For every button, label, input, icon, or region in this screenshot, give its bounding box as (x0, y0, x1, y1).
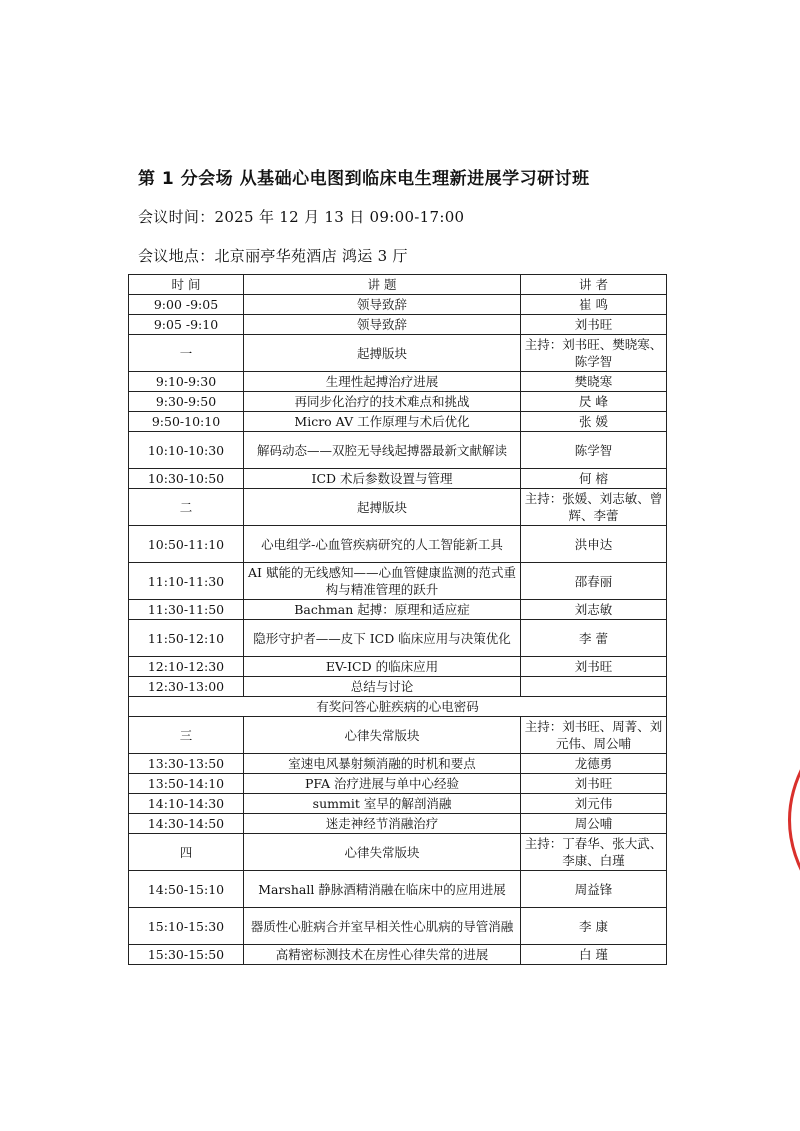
time-cell: 9:05 -9:10 (129, 315, 244, 335)
time-cell: 一 (129, 335, 244, 372)
topic-cell: 迷走神经节消融治疗 (244, 814, 521, 834)
table-row (129, 563, 667, 600)
time-cell: 9:10-9:30 (129, 372, 244, 392)
topic-cell: 领导致辞 (244, 315, 521, 335)
table-row (129, 432, 667, 469)
topic-cell: 解码动态——双腔无导线起搏器最新文献解读 (244, 432, 521, 469)
speaker-cell: 张 媛 (521, 412, 667, 432)
speaker-cell: 周益锋 (521, 871, 667, 908)
meeting-time: 会议时间：2025 年 12 月 13 日 09:00-17:00 (138, 208, 465, 226)
table-row (129, 372, 667, 392)
time-cell: 15:10-15:30 (129, 908, 244, 945)
topic-cell: 心律失常版块 (244, 717, 521, 754)
topic-cell: 生理性起搏治疗进展 (244, 372, 521, 392)
topic-cell: 再同步化治疗的技术难点和挑战 (244, 392, 521, 412)
meeting-place: 会议地点：北京丽亭华苑酒店 鸿运 3 厅 (138, 247, 408, 265)
table-row (129, 335, 667, 372)
speaker-cell: 刘书旺 (521, 657, 667, 677)
speaker-cell: 主持：刘书旺、樊晓寒、陈学智 (521, 335, 667, 372)
table-row (129, 295, 667, 315)
table-row (129, 834, 667, 871)
topic-cell: PFA 治疗进展与单中心经验 (244, 774, 521, 794)
speaker-cell: 何 榕 (521, 469, 667, 489)
table-row (129, 945, 667, 965)
speaker-cell: 主持：张媛、刘志敏、曾辉、李蕾 (521, 489, 667, 526)
topic-cell: EV-ICD 的临床应用 (244, 657, 521, 677)
schedule-table (128, 274, 667, 965)
column-header-topic: 讲 题 (244, 275, 521, 295)
topic-cell: 高精密标测技术在房性心律失常的进展 (244, 945, 521, 965)
schedule-body (129, 295, 667, 965)
time-cell: 11:50-12:10 (129, 620, 244, 657)
topic-cell: ICD 术后参数设置与管理 (244, 469, 521, 489)
table-row (129, 794, 667, 814)
time-cell: 14:30-14:50 (129, 814, 244, 834)
table-row (129, 489, 667, 526)
speaker-cell: 李 康 (521, 908, 667, 945)
time-cell: 10:10-10:30 (129, 432, 244, 469)
topic-cell: 总结与讨论 (244, 677, 521, 697)
time-cell: 11:30-11:50 (129, 600, 244, 620)
topic-cell: Micro AV 工作原理与术后优化 (244, 412, 521, 432)
topic-cell: 起搏版块 (244, 489, 521, 526)
speaker-cell: 崔 鸣 (521, 295, 667, 315)
table-header-row (129, 275, 667, 295)
time-cell: 13:30-13:50 (129, 754, 244, 774)
time-cell: 9:00 -9:05 (129, 295, 244, 315)
table-row (129, 677, 667, 697)
table-row (129, 717, 667, 754)
table-row (129, 814, 667, 834)
time-cell: 11:10-11:30 (129, 563, 244, 600)
full-width-cell: 有奖问答心脏疾病的心电密码 (129, 697, 667, 717)
table-row (129, 469, 667, 489)
time-cell: 15:30-15:50 (129, 945, 244, 965)
speaker-cell: 樊晓寒 (521, 372, 667, 392)
red-seal-stamp (758, 740, 800, 900)
speaker-cell: 主持：刘书旺、周菁、刘元伟、周公哺 (521, 717, 667, 754)
time-cell: 10:50-11:10 (129, 526, 244, 563)
speaker-cell: 刘志敏 (521, 600, 667, 620)
topic-cell: summit 室早的解剖消融 (244, 794, 521, 814)
table-row (129, 697, 667, 717)
session-title: 第 1 分会场 从基础心电图到临床电生理新进展学习研讨班 (138, 169, 590, 189)
speaker-cell: 洪申达 (521, 526, 667, 563)
speaker-cell: 刘书旺 (521, 774, 667, 794)
topic-cell: Bachman 起搏：原理和适应症 (244, 600, 521, 620)
table-row (129, 600, 667, 620)
time-cell: 13:50-14:10 (129, 774, 244, 794)
speaker-cell: 陈学智 (521, 432, 667, 469)
time-cell: 三 (129, 717, 244, 754)
table-row (129, 774, 667, 794)
speaker-cell: 白 瑾 (521, 945, 667, 965)
column-header-speaker: 讲 者 (521, 275, 667, 295)
topic-cell: Marshall 静脉酒精消融在临床中的应用进展 (244, 871, 521, 908)
table-row (129, 412, 667, 432)
table-row (129, 315, 667, 335)
time-cell: 9:50-10:10 (129, 412, 244, 432)
time-cell: 二 (129, 489, 244, 526)
time-cell: 12:30-13:00 (129, 677, 244, 697)
topic-cell: 起搏版块 (244, 335, 521, 372)
speaker-cell: 昃 峰 (521, 392, 667, 412)
topic-cell: AI 赋能的无线感知——心血管健康监测的范式重构与精准管理的跃升 (244, 563, 521, 600)
time-cell: 12:10-12:30 (129, 657, 244, 677)
topic-cell: 器质性心脏病合并室早相关性心肌病的导管消融 (244, 908, 521, 945)
topic-cell: 心电组学-心血管疾病研究的人工智能新工具 (244, 526, 521, 563)
time-cell: 14:50-15:10 (129, 871, 244, 908)
table-row (129, 908, 667, 945)
time-cell: 四 (129, 834, 244, 871)
table-row (129, 871, 667, 908)
time-cell: 14:10-14:30 (129, 794, 244, 814)
speaker-cell: 周公哺 (521, 814, 667, 834)
table-row (129, 526, 667, 563)
speaker-cell: 主持：丁春华、张大武、李康、白瑾 (521, 834, 667, 871)
table-row (129, 657, 667, 677)
topic-cell: 室速电风暴射频消融的时机和要点 (244, 754, 521, 774)
speaker-cell: 刘元伟 (521, 794, 667, 814)
speaker-cell: 龙德勇 (521, 754, 667, 774)
table-row (129, 392, 667, 412)
table-row (129, 754, 667, 774)
time-cell: 10:30-10:50 (129, 469, 244, 489)
speaker-cell: 刘书旺 (521, 315, 667, 335)
speaker-cell (521, 677, 667, 697)
speaker-cell: 李 蕾 (521, 620, 667, 657)
time-cell: 9:30-9:50 (129, 392, 244, 412)
topic-cell: 隐形守护者——皮下 ICD 临床应用与决策优化 (244, 620, 521, 657)
speaker-cell: 邵春丽 (521, 563, 667, 600)
topic-cell: 心律失常版块 (244, 834, 521, 871)
topic-cell: 领导致辞 (244, 295, 521, 315)
table-row (129, 620, 667, 657)
column-header-time: 时 间 (129, 275, 244, 295)
